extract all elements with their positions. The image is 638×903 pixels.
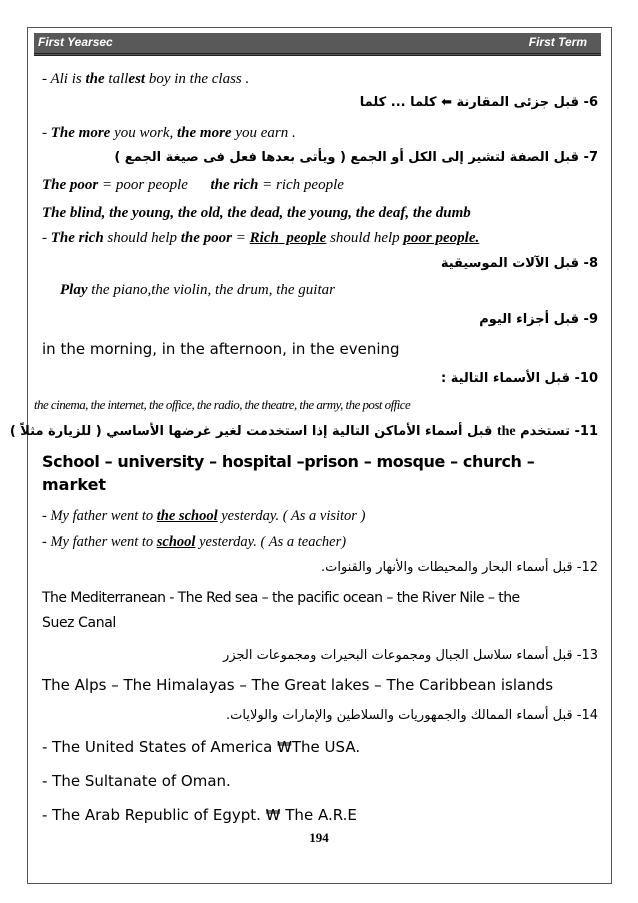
example-visitor: - My father went to the school yesterday. ( As a visitor ) (42, 508, 366, 524)
seas-list-line2: Suez Canal (42, 615, 116, 631)
seas-list-line1: The Mediterranean - The Red sea – the pacific ocean – the River Nile – the (42, 590, 520, 606)
example-ali: - Ali is the tallest boy in the class . (42, 71, 250, 87)
places-heading-line2: market (42, 475, 107, 494)
page-header (34, 33, 601, 56)
rule-12: 12- قبل أسماء البحار والمحيطات والأنهار والقنوات. (321, 560, 598, 575)
example-the-more: - The more you work, the more you earn . (42, 125, 296, 141)
example-teacher: - My father went to school yesterday. ( As a teacher) (42, 534, 347, 550)
example-rich-help: - The rich should help the poor = Rich people should help poor people. (42, 230, 480, 246)
rule-13: 13- قبل أسماء سلاسل الجبال ومجموعات البحيرات ومجموعات الجزر (223, 648, 598, 663)
mountains-list: The Alps – The Himalayas – The Great lakes – The Caribbean islands (42, 676, 554, 694)
adjectives-list: The blind, the young, the old, the dead, the young, the deaf, the dumb (42, 205, 471, 221)
places-list: the cinema, the internet, the office, the radio, the theatre, the army, the post office (34, 397, 411, 412)
rule-6: 6- قبل جزئى المقارنة ⬅ كلما ... كلما (359, 95, 598, 110)
rule-8: 8- قبل الآلات الموسيقية (440, 256, 598, 271)
header-right: First Term (528, 35, 587, 49)
places-heading-line1: School – university – hospital –prison – mosque – church – (42, 452, 535, 471)
header-left: First Yearsec (38, 35, 113, 49)
rule-10: 10- قبل الأسماء التالية : (441, 371, 598, 386)
rule-9: 9- قبل أجزاء اليوم (479, 312, 598, 327)
example-oman: - The Sultanate of Oman. (42, 772, 231, 790)
example-play: Play the piano,the violin, the drum, the guitar (60, 282, 335, 298)
rule-7: 7- قبل الصفة لتشير إلى الكل أو الجمع ( ويأتى بعدها فعل فى صيغة الجمع ) (114, 150, 598, 165)
rule-11: 11- تستخدم the قبل أسماء الأماكن التالية إذا استخدمت لغير غرضها الأساسي ( للزيارة مثلاً ) (9, 424, 598, 439)
rule-14: 14- قبل أسماء الممالك والجمهوريات والسلاطين والإمارات والولايات. (226, 708, 598, 723)
example-usa: - The United States of America ₩The USA. (42, 738, 361, 756)
example-egypt: - The Arab Republic of Egypt. ₩ The A.R.E (42, 806, 357, 824)
parts-of-day: in the morning, in the afternoon, in the evening (42, 340, 400, 358)
page-number: 194 (309, 830, 329, 845)
example-poor-rich: The poor = poor people the rich = rich people (42, 177, 344, 193)
